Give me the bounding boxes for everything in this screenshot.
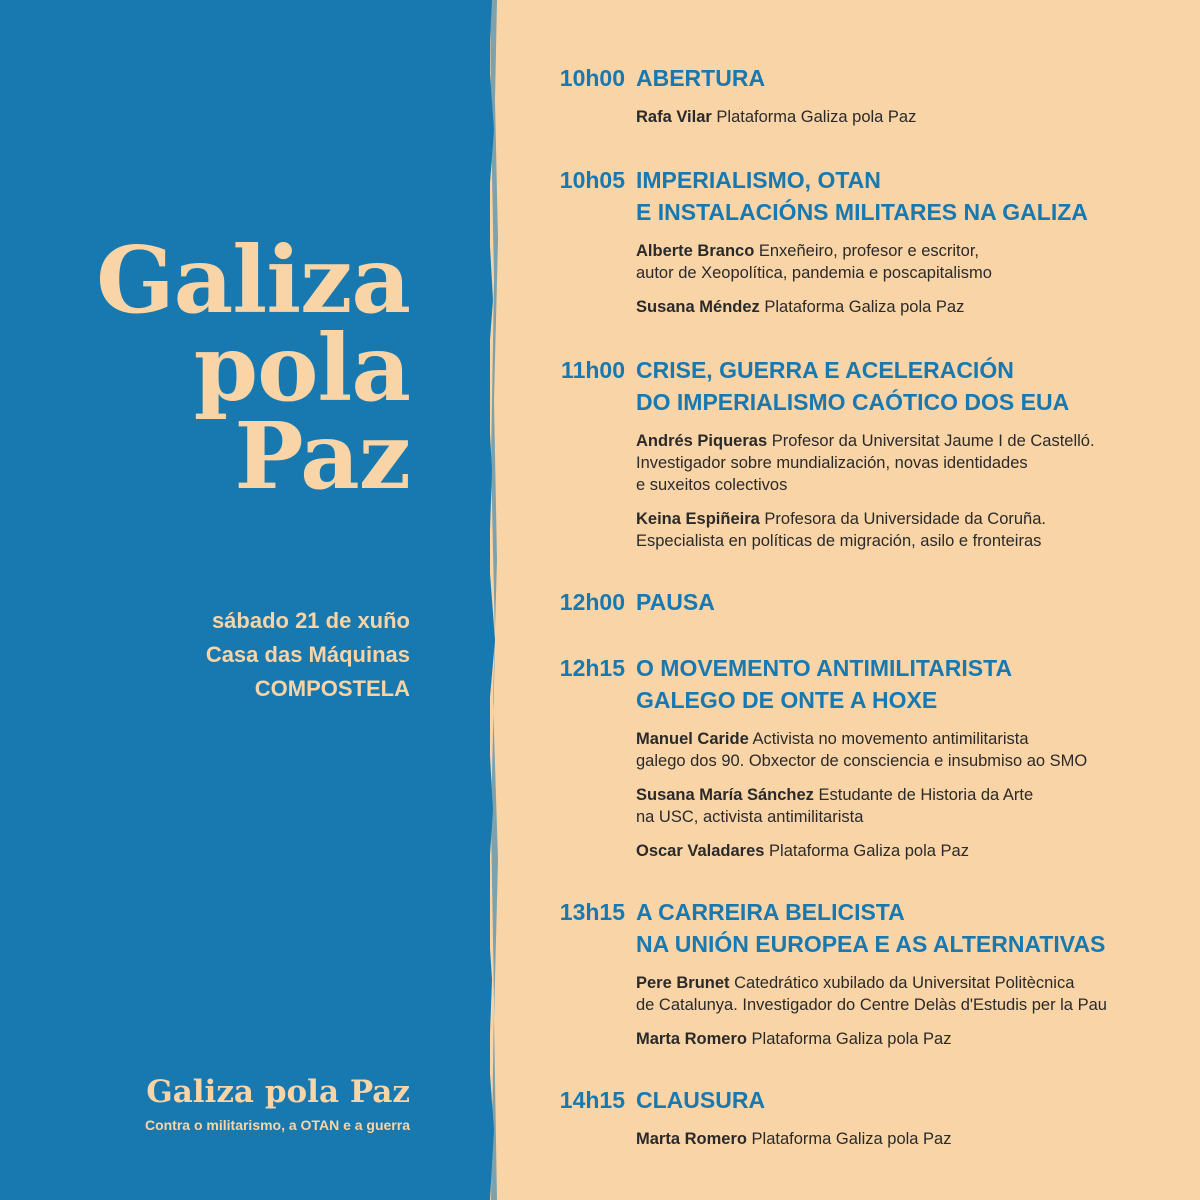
speaker-entry: [636, 1028, 1180, 1050]
speaker-entry: [636, 430, 1180, 496]
session-time: 10h05: [559, 167, 625, 193]
speaker-entry: [636, 972, 1180, 1016]
speaker-line: [636, 1128, 1180, 1150]
speaker-name: Alberte Branco: [636, 242, 755, 260]
footer-brand-name: Galiza pola Paz: [146, 1074, 410, 1110]
session-time: 11h00: [561, 357, 625, 383]
speaker-name: Susana Méndez: [636, 298, 760, 316]
speaker-line: [636, 508, 1180, 530]
speaker-description: Catedrático xubilado da Universitat Politècnica: [734, 974, 1075, 992]
speaker-name: Keina Espiñeira: [636, 510, 760, 528]
program-session: [540, 62, 1180, 128]
session-title-line: CRISE, GUERRA E ACELERACIÓN: [636, 357, 1014, 383]
speaker-description: Enxeñeiro, profesor e escritor,: [758, 242, 979, 260]
speaker-entry: [636, 296, 1180, 318]
speaker-line: [636, 474, 1180, 496]
speaker-description: Plataforma Galiza pola Paz: [751, 1030, 952, 1048]
speaker-description: Activista no movemento antimilitarista: [752, 730, 1029, 748]
session-title-line: E INSTALACIÓNS MILITARES NA GALIZA: [636, 199, 1088, 225]
speaker-name: Rafa Vilar: [636, 108, 712, 126]
event-venue: Casa das Máquinas: [205, 642, 410, 667]
speaker-description: Estudante de Historia da Arte: [818, 786, 1034, 804]
session-title-line: ABERTURA: [636, 65, 766, 91]
speaker-description: na USC, activista antimilitarista: [636, 808, 864, 826]
event-city: COMPOSTELA: [254, 676, 410, 701]
speaker-name: Marta Romero: [636, 1130, 747, 1148]
brush-edge: [470, 0, 500, 1200]
speaker-line: [636, 750, 1180, 772]
program-session: [540, 354, 1180, 552]
speaker-description: de Catalunya. Investigador do Centre Delàs d'Estudis per la Pau: [636, 996, 1107, 1014]
event-title: [96, 226, 410, 510]
speaker-description: Especialista en políticas de migración, asilo e fronteiras: [636, 532, 1042, 550]
program-session: [540, 586, 1180, 618]
speaker-line: [636, 452, 1180, 474]
session-time: 12h15: [559, 655, 625, 681]
speaker-description: Investigador sobre mundialización, novas identidades: [636, 454, 1028, 472]
footer-brand: [145, 1070, 410, 1136]
program-session: [540, 652, 1180, 862]
speaker-line: [636, 430, 1180, 452]
speaker-description: Profesor da Universitat Jaume I de Castelló.: [771, 432, 1095, 450]
footer-tagline: Contra o militarismo, a OTAN e a guerra: [144, 1117, 410, 1133]
left-panel: [0, 0, 490, 1200]
speaker-line: [636, 972, 1180, 994]
speaker-entry: [636, 1128, 1180, 1150]
speaker-entry: [636, 240, 1180, 284]
program-session: [540, 1084, 1180, 1150]
session-title-line: CLAUSURA: [636, 1087, 766, 1113]
session-title-line: PAUSA: [636, 589, 715, 615]
speaker-line: [636, 296, 1180, 318]
speaker-line: [636, 106, 1180, 128]
speaker-description: Plataforma Galiza pola Paz: [716, 108, 917, 126]
speaker-name: Manuel Caride: [636, 730, 749, 748]
session-title-line: NA UNIÓN EUROPEA E AS ALTERNATIVAS: [636, 931, 1106, 957]
session-title-line: O MOVEMENTO ANTIMILITARISTA: [636, 655, 1013, 681]
speaker-line: [636, 728, 1180, 750]
speaker-description: galego dos 90. Obxector de consciencia e insubmiso ao SMO: [636, 752, 1088, 770]
title-line: pola: [193, 314, 410, 422]
speaker-name: Susana María Sánchez: [636, 786, 814, 804]
speaker-entry: [636, 728, 1180, 772]
speaker-line: [636, 994, 1180, 1016]
speaker-line: [636, 530, 1180, 552]
title-line: Paz: [234, 402, 410, 510]
speaker-name: Oscar Valadares: [636, 842, 765, 860]
speaker-description: e suxeitos colectivos: [636, 476, 788, 494]
speaker-line: [636, 784, 1180, 806]
session-title-line: DO IMPERIALISMO CAÓTICO DOS EUA: [636, 389, 1070, 415]
session-title-line: IMPERIALISMO, OTAN: [636, 167, 881, 193]
speaker-entry: [636, 840, 1180, 862]
session-title-line: A CARREIRA BELICISTA: [636, 899, 905, 925]
speaker-line: [636, 1028, 1180, 1050]
speaker-line: [636, 262, 1180, 284]
speaker-entry: [636, 508, 1180, 552]
speaker-entry: [636, 106, 1180, 128]
speaker-name: Pere Brunet: [636, 974, 730, 992]
session-time: 14h15: [559, 1087, 625, 1113]
session-time: 13h15: [559, 899, 625, 925]
speaker-description: autor de Xeopolítica, pandemia e poscapitalismo: [636, 264, 992, 282]
speaker-description: Plataforma Galiza pola Paz: [769, 842, 969, 860]
program-schedule: [540, 62, 1180, 1150]
title-line: Galiza: [96, 226, 410, 334]
speaker-description: Profesora da Universidade da Coruña.: [764, 510, 1046, 528]
speaker-line: [636, 240, 1180, 262]
speaker-line: [636, 840, 1180, 862]
program-session: [540, 896, 1180, 1050]
speaker-description: Plataforma Galiza pola Paz: [764, 298, 965, 316]
session-time: 10h00: [559, 65, 625, 91]
speaker-line: [636, 806, 1180, 828]
event-date: sábado 21 de xuño: [211, 608, 410, 633]
program-session: [540, 164, 1180, 318]
session-title-line: GALEGO DE ONTE A HOXE: [636, 687, 938, 713]
speaker-entry: [636, 784, 1180, 828]
speaker-description: Plataforma Galiza pola Paz: [751, 1130, 952, 1148]
speaker-name: Andrés Piqueras: [636, 432, 768, 450]
speaker-name: Marta Romero: [636, 1030, 747, 1048]
event-info: [206, 604, 410, 706]
session-time: 12h00: [559, 589, 625, 615]
